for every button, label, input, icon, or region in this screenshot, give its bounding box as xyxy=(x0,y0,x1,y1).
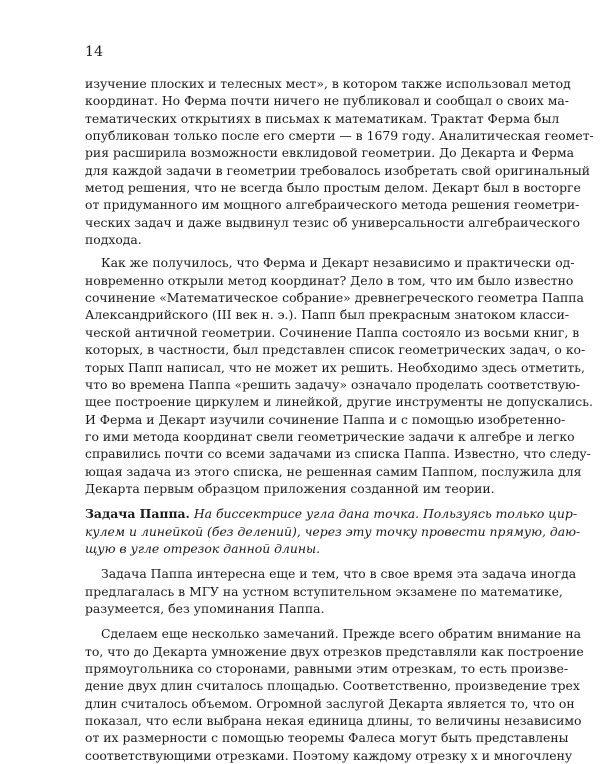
text-line: го ими метода координат свели геометрические задачи к алгебре и легко xyxy=(85,428,575,444)
text-line: соответствующими отрезками. Поэтому каждому отрезку x и многочлену xyxy=(85,747,573,763)
text-line: от придуманного им мощного алгебраического метода решения геометри- xyxy=(85,197,580,213)
page-number: 14 xyxy=(85,44,104,60)
body-text xyxy=(85,75,594,764)
text-line: Сделаем еще несколько замечаний. Прежде всего обратим внимание на xyxy=(101,626,581,642)
text-line: которых, в частности, был представлен список геометрических задач, о ко- xyxy=(85,342,586,358)
text-line: для каждой задачи в геометрии требовалось изобретать свой оригинальный xyxy=(85,162,590,178)
text-line: Как же получилось, что Ферма и Декарт независимо и практически од- xyxy=(101,255,575,271)
paragraph-msu xyxy=(85,565,577,617)
paragraph-continued xyxy=(85,75,594,248)
text-line: Декарта первым образцом приложения созданной им теории. xyxy=(85,480,495,496)
text-line: новременно открыли метод координат? Дело в том, что им было известно xyxy=(85,272,574,288)
text-line: торых Папп написал, что не может их решить. Необходимо здесь отметить, xyxy=(85,359,585,375)
text-line: справились почти со всеми задачами из списка Паппа. Известно, что следу- xyxy=(85,446,591,462)
problem-statement: щую в угле отрезок данной длины. xyxy=(85,540,321,556)
paragraph-gap xyxy=(85,617,525,625)
text-line: предлагалась в МГУ на устном вступительном экзамене по математике, xyxy=(85,583,563,599)
text-line: то, что до Декарта умножение двух отрезков представляли как построение xyxy=(85,643,584,659)
text-line: метод решения, что не всегда было простым делом. Декарт был в восторге xyxy=(85,180,581,196)
text-line: изучение плоских и телесных мест», в котором также использовал метод xyxy=(85,76,571,91)
problem-statement: кулем и линейкой (без делений), через эту точку провести прямую, даю- xyxy=(85,523,581,539)
text-line: ческой античной геометрии. Сочинение Паппа состояло из восьми книг, в xyxy=(85,324,580,340)
text-line: показал, что если выбрана некая единица длины, то величины независимо xyxy=(85,713,582,729)
text-line: Задача Паппа интересна еще и тем, что в свое время эта задача иногда xyxy=(101,566,577,582)
text-line: тематических открытиях в письмах к математикам. Трактат Ферма был xyxy=(85,110,560,126)
pappus-problem xyxy=(85,505,581,557)
text-line: И Ферма и Декарт изучили сочинение Паппа и с помощью изобретенно- xyxy=(85,411,566,427)
text-line: длин считалось объемом. Огромной заслугой Декарта является то, что он xyxy=(85,695,575,711)
text-line: рия расширила возможности евклидовой геометрии. До Декарта и Ферма xyxy=(85,145,575,161)
problem-title: Задача Паппа. xyxy=(85,506,190,522)
text-line: опубликован только после его смерти — в 1679 году. Аналитическая геомет- xyxy=(85,128,594,144)
text-line: сочинение «Математическое собрание» древнегреческого геометра Паппа xyxy=(85,290,584,306)
text-line: от их размерности с помощью теоремы Фалеса могут быть представлены xyxy=(85,730,569,746)
text-line: Александрийского (III век н. э.). Папп был прекрасным знатоком класси- xyxy=(85,307,570,323)
text-line: подхода. xyxy=(85,232,142,248)
paragraph-remarks xyxy=(85,625,584,764)
text-line: прямоугольника со сторонами, равными этим отрезкам, то есть произве- xyxy=(85,661,569,676)
problem-statement: На биссектрисе угла дана точка. Пользуясь только цир- xyxy=(193,506,578,522)
text-line: что во времена Паппа «решить задачу» означало проделать соответствую- xyxy=(85,376,581,392)
text-line: дение двух длин считалось площадью. Соответственно, произведение трех xyxy=(85,678,580,694)
text-line: ческих задач и даже выдвинул тезис об универсальности алгебраического xyxy=(85,214,581,230)
text-line: щее построение циркулем и линейкой, другие инструменты не допускались. xyxy=(85,394,593,410)
paragraph-gap xyxy=(85,497,525,505)
text-line: ющая задача из этого списка, не решенная самим Паппом, послужила для xyxy=(85,463,582,479)
text-line: разумеется, без упоминания Паппа. xyxy=(85,600,325,616)
text-line xyxy=(85,505,578,522)
paragraph-fermat-descartes xyxy=(85,254,593,497)
text-line: координат. Но Ферма почти ничего не публиковал и сообщал о своих ма- xyxy=(85,93,569,109)
paragraph-gap xyxy=(85,557,525,565)
